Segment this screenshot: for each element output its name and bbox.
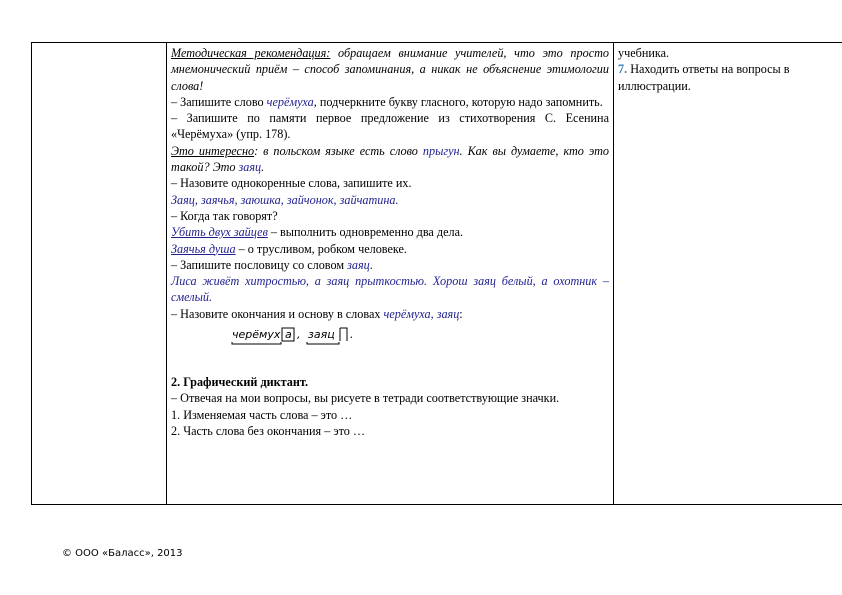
question-1: 1. Изменяемая часть слова – это …: [171, 407, 353, 422]
section2-intro: – Отвечая на мои вопросы, вы рисуете в тетради соответствующие значки.: [171, 391, 560, 406]
goal-item-7: 7. Находить ответы на вопросы в иллюстрации.: [618, 62, 790, 93]
stage-cell: [32, 43, 167, 505]
task-related: – Назовите однокоренные слова, запишите их.: [171, 176, 412, 191]
scheme-word-1: черёмух: [232, 328, 281, 342]
related-words: Заяц, заячья, заюшка, зайчонок, зайчатина.: [171, 192, 399, 207]
morpheme-scheme: [171, 322, 609, 374]
task-endings: – Назовите окончания и основу в словах черёмуха, заяц:: [171, 306, 463, 321]
task-poem: – Запишите по памяти первое предложение из стихотворения С. Есенина «Черёмуха» (упр. 178).: [171, 111, 609, 142]
question-2: 2. Часть слова без окончания – это …: [171, 423, 366, 438]
scheme-ending-1: а: [285, 328, 292, 342]
interesting-note: Это интересно: в польском языке есть слово прыгун. Как вы думаете, кто это такой? Это заяц.: [171, 143, 609, 175]
method-note: Методическая рекомендация: обращаем внимание учителей, что это просто мнемонический приём – способ запоминания, а никак не объяснение этимологии слова!: [171, 46, 609, 93]
scheme-separator: ,: [297, 328, 301, 342]
idiom-2: Заячья душа – о трусливом, робком человеке.: [171, 241, 407, 256]
lesson-table: [31, 42, 842, 505]
scheme-end: .: [350, 328, 354, 342]
task-proverb: – Запишите пословицу со словом заяц.: [171, 257, 373, 272]
idiom-1: Убить двух зайцев – выполнить одновременно два дела.: [171, 225, 464, 240]
morpheme-marks-icon: [171, 322, 371, 352]
task-when: – Когда так говорят?: [171, 208, 278, 223]
goals-cell: [614, 43, 842, 505]
section2-title: 2. Графический диктант.: [171, 375, 309, 390]
task-cheremukha: – Запишите слово черёмуха, подчеркните букву гласного, которую надо запомнить.: [171, 94, 603, 109]
scheme-word-2: заяц: [308, 328, 335, 342]
goals-line: учебника.: [618, 46, 670, 60]
table-row: [32, 43, 842, 505]
content-cell: [167, 43, 614, 505]
proverb: Лиса живёт хитростью, а заяц прыткостью. Хорош заяц белый, а охотник – смелый.: [171, 274, 609, 305]
copyright-footer: © ООО «Баласс», 2013: [62, 548, 183, 559]
